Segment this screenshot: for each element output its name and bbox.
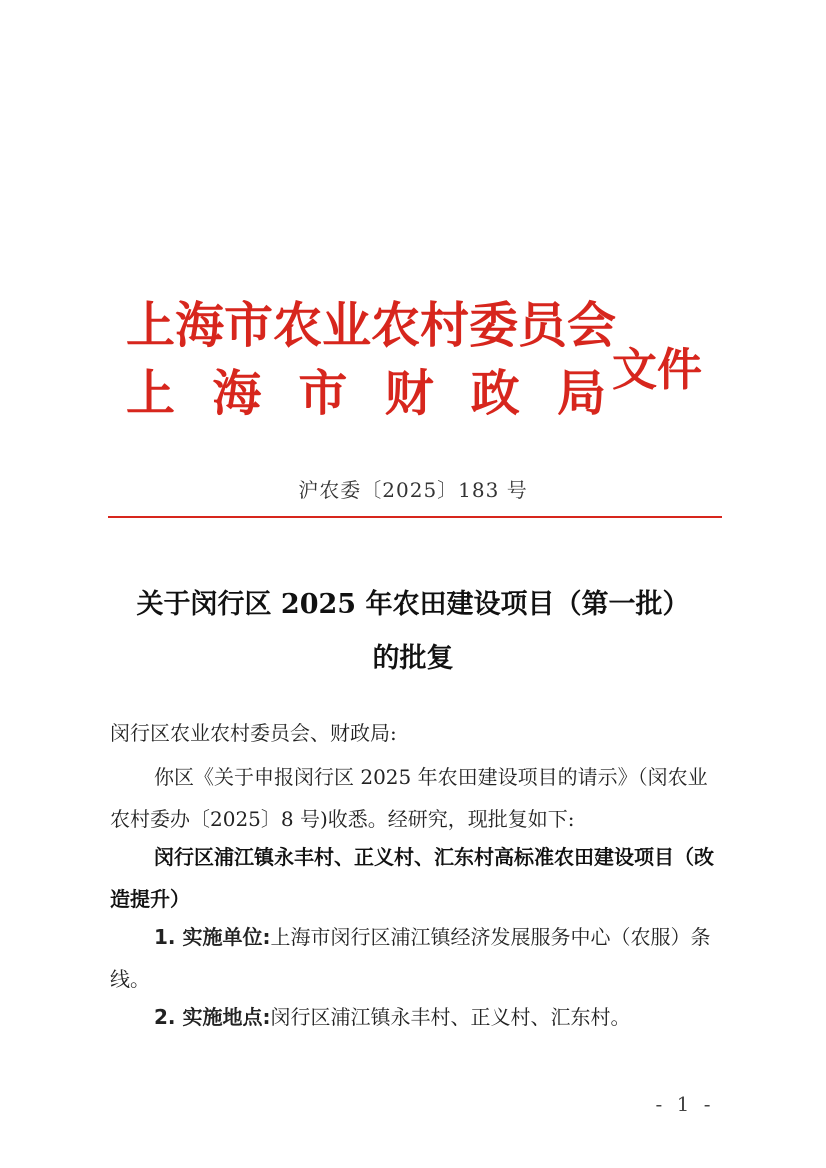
issuer-char: 政	[470, 364, 520, 422]
body-paragraph: 你区《关于申报闵行区 2025 年农田建设项目的请示》（闵农业农村委办〔2025〕8 号)收悉。经研究，现批复如下:	[110, 765, 708, 831]
addressee: 闵行区农业农村委员会、财政局:	[110, 721, 397, 745]
issuer-char: 市	[298, 364, 348, 422]
issuer-line-finance	[126, 355, 606, 425]
issuer-line-agriculture: 上海市农业农村委员会	[126, 296, 617, 354]
item-text: 上海市闵行区浦江镇经济发展服务中心（农服）条线。	[110, 925, 711, 991]
file-word: 文件	[612, 343, 703, 396]
issuer-char: 财	[384, 364, 434, 422]
issuer-char: 上	[126, 364, 176, 422]
item-label: 2. 实施地点:	[154, 1005, 271, 1029]
list-item	[110, 916, 722, 1000]
document-number: 沪农委〔2025〕183 号	[298, 478, 528, 502]
list-item	[110, 996, 722, 1038]
red-divider	[108, 516, 722, 518]
item-text: 闵行区浦江镇永丰村、正义村、汇东村。	[270, 1005, 631, 1029]
issuer-char: 海	[212, 364, 262, 422]
document-title-line1: 关于闵行区 2025 年农田建设项目（第一批）	[136, 589, 690, 620]
issuer-char: 局	[556, 364, 606, 422]
document-title-line2: 的批复	[372, 643, 454, 674]
page-number: - 1 -	[655, 1092, 715, 1116]
item-label: 1. 实施单位:	[154, 925, 271, 949]
project-heading: 闵行区浦江镇永丰村、正义村、汇东村高标准农田建设项目（改造提升）	[110, 845, 714, 911]
